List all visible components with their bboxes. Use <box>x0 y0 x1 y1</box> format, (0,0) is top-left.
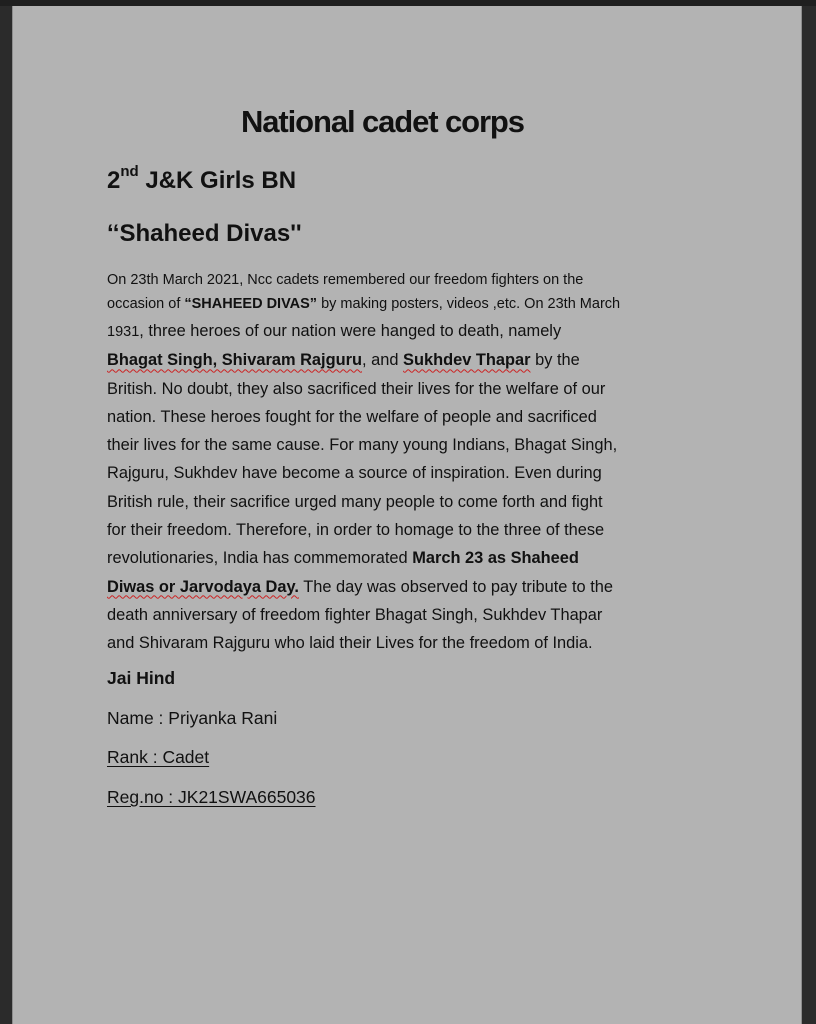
body-line: for their freedom. Therefore, in order to homage to the three of these <box>107 521 605 540</box>
body-line: British. No doubt, they also sacrificed their lives for the welfare of our <box>107 379 606 398</box>
body-line <box>107 317 711 346</box>
intro-line-2 <box>107 292 707 316</box>
body-line <box>107 346 711 374</box>
unit-superscript: nd <box>120 163 139 180</box>
closing-salutation: Jai Hind <box>107 668 176 688</box>
intro-text: occasion of <box>107 296 185 312</box>
unit-heading <box>107 163 297 195</box>
day-emphasis: Diwas or Jarvodaya Day. <box>107 577 299 596</box>
body-year: 1931 <box>107 324 140 340</box>
unit-prefix: 2 <box>107 167 121 194</box>
body-line <box>107 573 711 601</box>
body-line: British rule, their sacrifice urged many people to come forth and fight <box>107 492 603 511</box>
body-text: , three heroes of our nation were hanged to death, namely <box>139 322 562 340</box>
body-text: The day was observed to pay tribute to the <box>298 577 613 596</box>
event-heading: ‘‘Shaheed Divas'' <box>107 220 302 247</box>
cadet-name: Name : Priyanka Rani <box>107 708 278 728</box>
intro-text-end: by making posters, videos ,etc. On 23th March <box>317 296 621 312</box>
intro-emphasis: “SHAHEED DIVAS” <box>184 296 318 312</box>
body-line: nation. These heroes fought for the welfare of people and sacrificed <box>107 407 597 426</box>
body-line: and Shivaram Rajguru who laid their Lives for the freedom of India. <box>107 634 593 653</box>
name-emphasis: Sukhdev Thapar <box>403 351 531 370</box>
names-emphasis: Bhagat Singh, Shivaram Rajguru <box>107 351 363 370</box>
intro-paragraph <box>107 268 707 316</box>
unit-name: J&K Girls BN <box>138 167 297 194</box>
body-text: revolutionaries, India has commemorated <box>107 549 413 568</box>
document-page <box>12 6 802 1024</box>
cadet-regno: Reg.no : JK21SWA665036 <box>107 787 316 807</box>
intro-line-1: On 23th March 2021, Ncc cadets remembered our freedom fighters on the <box>107 272 584 288</box>
cadet-rank: Rank : Cadet <box>107 747 210 767</box>
date-emphasis: March 23 as Shaheed <box>412 549 579 568</box>
body-line: Rajguru, Sukhdev have become a source of inspiration. Even during <box>107 464 602 483</box>
body-line: their lives for the same cause. For many young Indians, Bhagat Singh, <box>107 436 618 455</box>
body-paragraph <box>107 317 711 658</box>
body-text: , and <box>362 351 404 370</box>
body-line <box>107 544 711 572</box>
body-text: by the <box>530 351 580 370</box>
body-line: death anniversary of freedom fighter Bhagat Singh, Sukhdev Thapar <box>107 605 603 624</box>
document-title: National cadet corps <box>241 104 524 139</box>
